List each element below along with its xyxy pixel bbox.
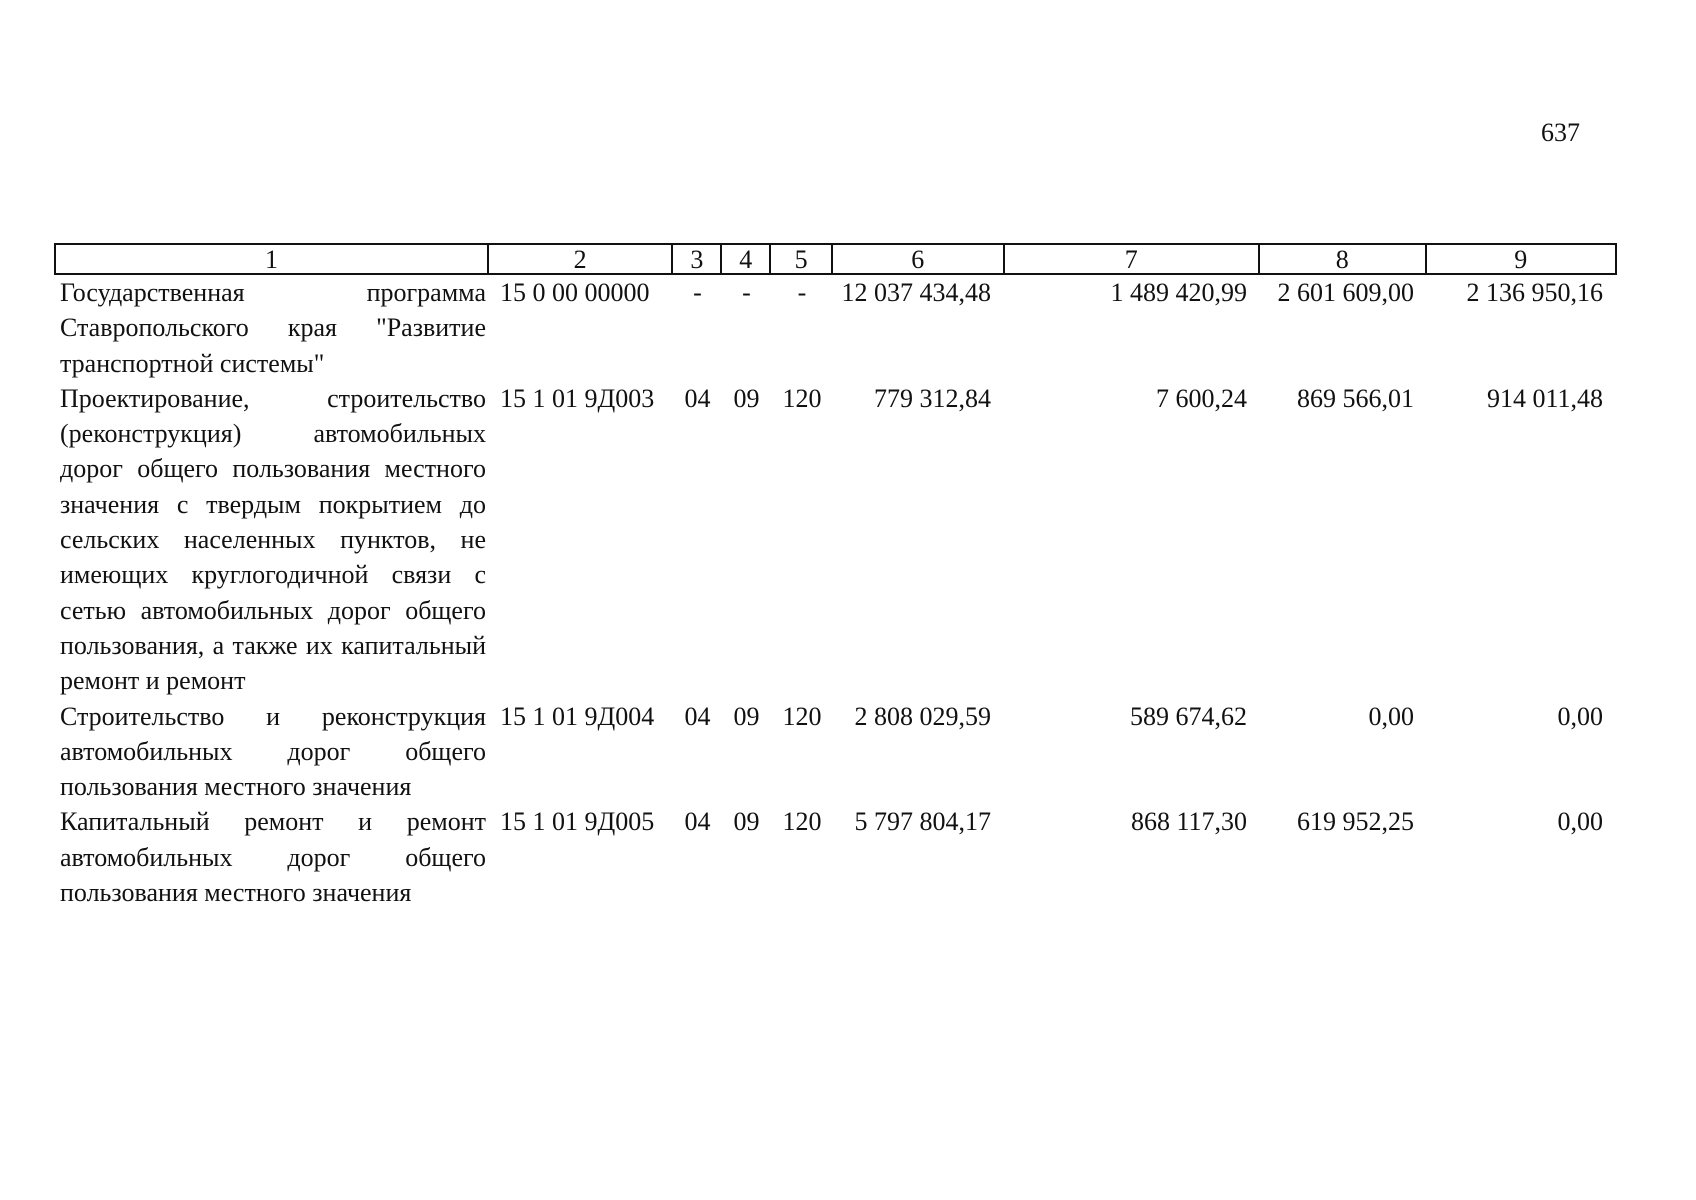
row-amount-6: 5 797 804,17	[854, 807, 991, 837]
row-amount-9: 914 011,48	[1486, 383, 1603, 413]
row-subsection: -	[742, 278, 751, 307]
row-amount-9: 0,00	[1557, 807, 1603, 837]
column-header-8: 8	[1260, 245, 1427, 273]
column-header-6: 6	[833, 245, 1005, 273]
row-amount-8: 2 601 609,00	[1277, 278, 1414, 307]
row-code: 15 1 01 9Д004	[500, 701, 655, 731]
column-header-2: 2	[489, 245, 674, 273]
column-header-1: 1	[56, 245, 489, 273]
row-section: 04	[684, 383, 711, 413]
row-section: 04	[684, 807, 711, 837]
row-subsection: 09	[733, 701, 760, 731]
column-header-7: 7	[1005, 245, 1260, 273]
row-name: Проектирование, строительство (реконструкция) автомобильных дорог общего пользования местного значения с твердым покрытием до сельских населенных пунктов, не имеющих круглогодичной связи с сетью автомобильных дорог общего пользования, а также их капитальный ремонт и ремонт	[60, 383, 486, 696]
column-header-5: 5	[771, 245, 833, 273]
row-amount-6: 2 808 029,59	[854, 701, 991, 731]
row-expense-type: 120	[782, 383, 822, 413]
row-expense-type: -	[797, 278, 807, 307]
table-row	[54, 381, 1617, 699]
row-amount-6: 12 037 434,48	[841, 278, 991, 307]
row-amount-6: 779 312,84	[874, 383, 991, 413]
page-number: 637	[1541, 118, 1580, 147]
row-amount-7: 589 674,62	[1130, 701, 1247, 731]
column-header-3: 3	[673, 245, 722, 273]
column-header-9: 9	[1514, 245, 1528, 274]
row-amount-8: 869 566,01	[1297, 383, 1414, 413]
table-row	[54, 699, 1617, 805]
row-amount-7: 1 489 420,99	[1110, 278, 1247, 307]
table-header-row	[54, 243, 1617, 275]
row-amount-8: 619 952,25	[1297, 807, 1414, 837]
budget-table	[54, 243, 1617, 910]
row-code: 15 1 01 9Д003	[500, 383, 655, 413]
row-amount-9: 2 136 950,16	[1466, 278, 1603, 307]
row-section: 04	[684, 701, 711, 731]
row-code: 15 0 00 00000	[500, 278, 650, 307]
row-subsection: 09	[733, 383, 760, 413]
row-code: 15 1 01 9Д005	[500, 807, 655, 837]
row-expense-type: 120	[782, 701, 822, 731]
row-expense-type: 120	[782, 807, 822, 837]
row-name: Государственная программа Ставропольского края "Развитие транспортной системы"	[60, 278, 486, 378]
row-amount-7: 7 600,24	[1156, 383, 1247, 413]
row-subsection: 09	[733, 807, 760, 837]
row-section: -	[693, 278, 702, 307]
row-amount-8: 0,00	[1368, 701, 1414, 731]
row-amount-7: 868 117,30	[1130, 807, 1247, 837]
row-name: Строительство и реконструкция автомобильных дорог общего пользования местного значения	[60, 701, 486, 802]
column-header-4: 4	[722, 245, 771, 273]
row-amount-9: 0,00	[1557, 701, 1603, 731]
table-row	[54, 275, 1617, 381]
table-row	[54, 804, 1617, 910]
row-name: Капитальный ремонт и ремонт автомобильных дорог общего пользования местного значения	[60, 807, 486, 908]
